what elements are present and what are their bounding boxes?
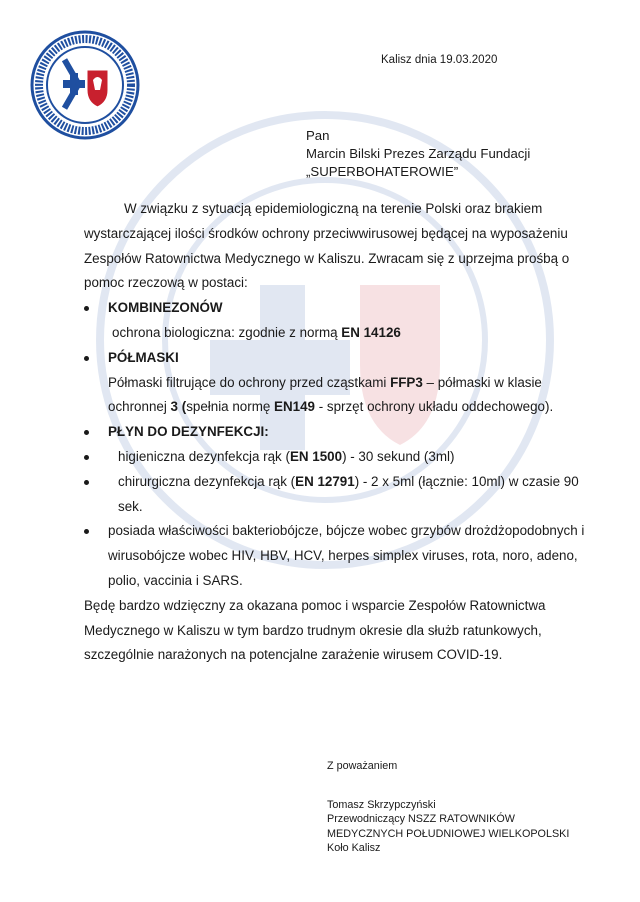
- addressee-block: [306, 127, 530, 181]
- closing-paragraph: Będę bardzo wdzięczny za okazana pomoc i wsparcie Zespołów Ratownictwa Medycznego w Kaliszu w tym bardzo trudnym okresie dla służb ratunkowych, szczególnie narażonych na potencjalne zarażenie wirusem COVID-19.: [84, 597, 546, 663]
- request-item-half-masks: [84, 346, 604, 420]
- signer-role-line2: MEDYCZNYCH POŁUDNIOWEJ WIELKOPOLSKI: [327, 827, 570, 840]
- signature-block: [327, 759, 569, 856]
- letter-date: Kalisz dnia 19.03.2020: [381, 54, 498, 66]
- addressee-organization: „SUPERBOHATEROWIE”: [306, 164, 459, 179]
- disinfectant-hygienic: higieniczna dezynfekcja rąk (EN 1500) - 30 sekund (3ml): [84, 445, 604, 470]
- addressee-name: Marcin Bilski Prezes Zarządu Fundacji: [306, 146, 531, 161]
- bullet-icon: [84, 529, 89, 534]
- letter-body: [84, 197, 604, 668]
- addressee-salutation: Pan: [306, 128, 330, 143]
- disinfectant-surgical: chirurgiczna dezynfekcja rąk (EN 12791) - 2 x 5ml (łącznie: 10ml) w czasie 90 sek.: [84, 470, 604, 520]
- bullet-icon: [84, 430, 89, 435]
- item-title: PÓŁMASKI: [108, 349, 179, 365]
- intro-paragraph: W związku z sytuacją epidemiologiczną na terenie Polski oraz brakiem wystarczającej ilości środków ochrony przeciwwirusowej będącej na wyposażeniu Zespołów Ratownictwa Medycznego w Kaliszu. Zwracam się z uprzejma prośbą o pomoc rzeczową w postaci:: [84, 201, 570, 291]
- item-title: PŁYN DO DEZYNFEKCJI:: [108, 424, 269, 440]
- signer-name: Tomasz Skrzypczyński: [327, 798, 436, 811]
- disinfectant-properties: posiada właściwości bakteriobójcze, bójcze wobec grzybów drożdżopodobnych i wirusobójcze wobec HIV, HBV, HCV, herpes simplex viruses, rota, noro, adeno, polio, vaccinia i SARS.: [84, 519, 604, 593]
- item-description: Półmaski filtrujące do ochrony przed cząstkami FFP3 – półmaski w klasie ochronnej 3 (spełnia normę EN149 - sprzęt ochrony układu oddechowego).: [108, 374, 554, 415]
- union-logo-icon: [30, 30, 140, 140]
- bullet-icon: [84, 455, 89, 460]
- bullet-icon: [84, 356, 89, 361]
- request-item-disinfectant: [84, 420, 604, 445]
- regards-text: Z poważaniem: [327, 760, 398, 772]
- signer-role-line3: Koło Kalisz: [327, 842, 381, 854]
- item-description: ochrona biologiczna: zgodnie z normą EN 14126: [112, 324, 401, 340]
- signer-role-line1: Przewodniczący NSZZ RATOWNIKÓW: [327, 813, 515, 825]
- bullet-icon: [84, 480, 89, 485]
- bullet-icon: [84, 306, 89, 311]
- request-item-coveralls: [84, 296, 604, 346]
- item-title: KOMBINEZONÓW: [108, 300, 223, 316]
